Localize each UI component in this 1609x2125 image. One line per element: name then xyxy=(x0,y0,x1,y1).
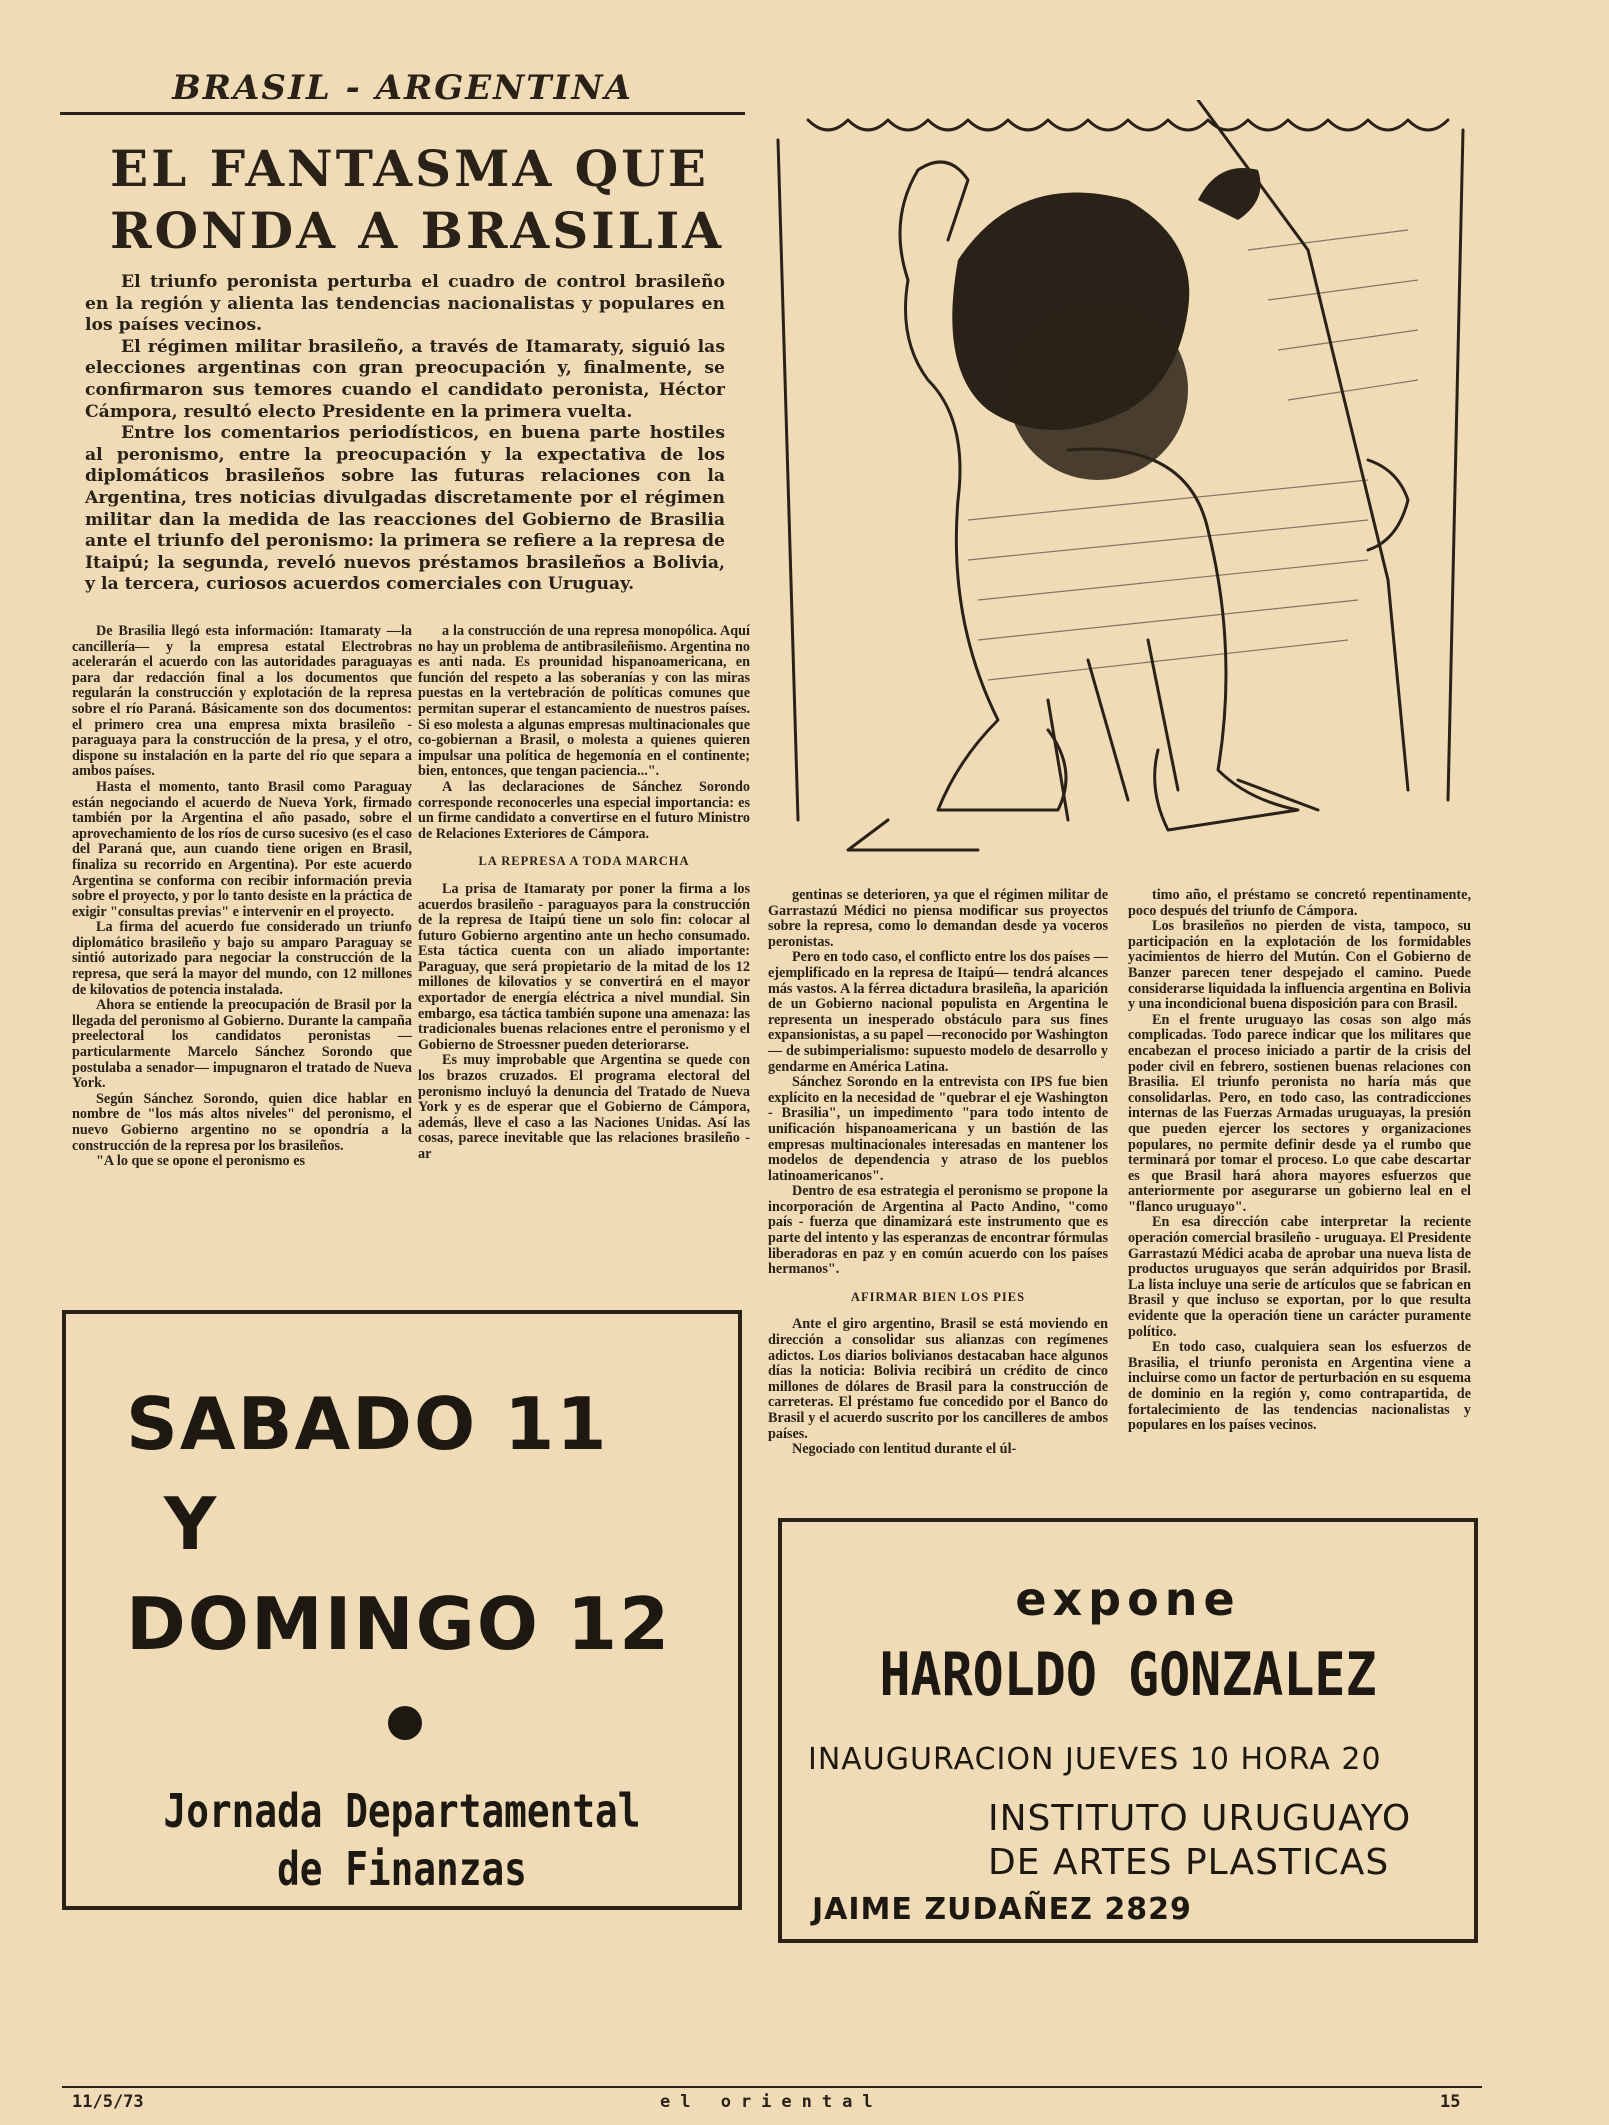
caricature-illustration xyxy=(768,100,1473,870)
paragraph: La prisa de Itamaraty por poner la firma a los acuerdos brasileño - paraguayos para la construcción de la represa de Itaipú tiene un solo fin: colocar al futuro Gobierno argentino ante un hecho consumado. Esta táctica cuenta con un aliado importante: Paraguay, que será propietario de la mitad de los 12 millones de kilovatios y se convertirá en el mayor exportador de energía eléctrica a nivel mundial. Sin embargo, esa táctica también supone una amenaza: las tradicionales buenas relaciones entre el peronismo y el Gobierno de Stroessner pueden deteriorarse. xyxy=(418,880,750,1053)
ad-opening-details: INAUGURACION JUEVES 10 HORA 20 xyxy=(808,1742,1382,1777)
article-column-2 xyxy=(418,624,750,1269)
lede-paragraph: El régimen militar brasileño, a través de Itamaraty, siguió las elecciones argentinas con gran preocupación y, finalmente, se confirmaron sus temores cuando el candidato peronista, Héctor Cámpora, resultó electo Presidente en la primera vuelta. xyxy=(85,336,725,422)
footer-date: 11/5/73 xyxy=(72,2092,144,2112)
article-column-1 xyxy=(72,624,412,1269)
paragraph: Ahora se entiende la preocupación de Brasil por la llegada del peronismo al Gobierno. Durante la campaña preelectoral los candidatos peronistas —particularmente Marcelo Sánchez Sorondo que postulaba a senador— impugnaron el tratado de Nueva York. xyxy=(72,997,412,1092)
lede xyxy=(85,272,725,596)
article-column-3 xyxy=(768,888,1108,1488)
ad-address: JAIME ZUDAÑEZ 2829 xyxy=(812,1892,1192,1927)
headline-line-2: RONDA A BRASILIA xyxy=(110,201,725,260)
paragraph: De Brasilia llegó esta información: Itamaraty —la cancillería— y la empresa estatal Electrobras acelerarán el acuerdo con las autoridades paraguayas para dar redacción final a los documentos que regularán la construcción y explotación de la represa sobre el río Paraná. Básicamente son dos documentos: el primero crea una empresa mixta brasileño - paraguaya para la construcción de la presa, y el otro, dispone su instalación en la parte del río que separa a ambos países. xyxy=(72,624,412,780)
paragraph: a la construcción de una represa monopólica. Aquí no hay un problema de antibrasileñismo. Argentina no es anti nada. Es prounidad hispanoamericana, en función del respeto a las soberanías y con las miras puestas en la vertebración de políticas comunes que permitan superar el estancamiento de nuestros países. Si eso molesta a algunas empresas multinacionales que co-gobiernan a Brasil, o molesta a quienes quieren impulsar una política de hegemonía en el continente; bien, entonces, que tengan paciencia...". xyxy=(418,624,750,780)
ad-venue: INSTITUTO URUGUAYO xyxy=(988,1798,1412,1839)
ad-venue: DE ARTES PLASTICAS xyxy=(988,1842,1390,1883)
paragraph: "A lo que se opone el peronismo es xyxy=(96,1153,306,1170)
paragraph: Es muy improbable que Argentina se quede con los brazos cruzados. El programa electoral del peronismo incluyó la denuncia del Tratado de Nueva York y es de esperar que el Gobierno de Cámpora, además, lleve el caso a las Naciones Unidas. Así las cosas, parece inevitable que las relaciones brasileño - ar xyxy=(418,1052,750,1162)
exhibition-advertisement xyxy=(778,1518,1478,1943)
footer-page-number: 15 xyxy=(1440,2092,1461,2112)
ad-verb: expone xyxy=(1015,1572,1241,1626)
paragraph: gentinas se deterioren, ya que el régimen militar de Garrastazú Médici no piensa modificar sus proyectos sobre la represa, como lo demandan desde ya voceros peronistas. xyxy=(768,888,1108,950)
lede-paragraph: El triunfo peronista perturba el cuadro de control brasileño en la región y alienta las tendencias nacionalistas y populares en los países vecinos. xyxy=(85,272,725,336)
bullet-dot-icon xyxy=(388,1706,422,1740)
paragraph: Negociado con lentitud durante el úl- xyxy=(792,1441,1017,1458)
section-kicker: BRASIL - ARGENTINA xyxy=(60,68,745,115)
headline xyxy=(110,138,750,262)
ad-date-line: DOMINGO 12 xyxy=(126,1582,672,1666)
subheading: AFIRMAR BIEN LOS PIES xyxy=(850,1289,1026,1304)
paragraph: En esa dirección cabe interpretar la reciente operación comercial brasileño - uruguaya. El Presidente Garrastazú Médici acaba de aprobar una nueva lista de productos uruguayos que serán adquiridos por Brasil. La lista incluye una serie de artículos que se fabrican en Brasil y que incluso se exportan, por lo que resulta evidente que la operación tiene un carácter puramente político. xyxy=(1128,1214,1471,1340)
ad-conjunction: Y xyxy=(164,1482,217,1566)
paragraph: En todo caso, cualquiera sean los esfuerzos de Brasilia, el triunfo peronista en Argentina viene a incluirse como un factor de perturbación en su esquema de dominio en la región y, como contrapartida, de fortalecimiento de las tendencias nacionalistas y populares en los países vecinos. xyxy=(1128,1339,1471,1434)
ad-event-title: de Finanzas xyxy=(277,1842,527,1896)
paragraph: Hasta el momento, tanto Brasil como Paraguay están negociando el acuerdo de Nueva York, firmado también por la Argentina el año pasado, sobre el aprovechamiento de los ríos de curso sucesivo (es el caso del Paraná que, aun cuando tiene origen en Brasil, finaliza su recorrido en Argentina). Por este acuerdo Argentina se conforma con recibir información previa sobre el proyecto, y por lo tanto desiste en la práctica de exigir "consultas previas" e intervenir en el proyecto. xyxy=(72,778,412,920)
event-advertisement xyxy=(62,1310,742,1910)
paragraph: Los brasileños no pierden de vista, tampoco, su participación en la explotación de los formidables yacimientos de hierro del Mutún. Con el Gobierno de Banzer parecen tener despejado el camino. Puede considerarse liquidada la influencia argentina en Bolivia y una incondicional buena disposición para con Brasil. xyxy=(1128,918,1471,1013)
ad-artist-name: HAROLDO GONZALEZ xyxy=(879,1640,1377,1710)
paragraph: La firma del acuerdo fue considerado un triunfo diplomático brasileño y bajo su amparo Paraguay se sintió autorizado para negociar la construcción de la represa, que será la mayor del mundo, con 12 millones de kilovatios de potencia instalada. xyxy=(72,919,412,998)
paragraph: Dentro de esa estrategia el peronismo se propone la incorporación de Argentina al Pacto Andino, "como país - fuerza que dinamizará este instrumento que es parte del intento y las esperanzas de encontrar fórmulas liberadoras en paz y en común acuerdo con los países hermanos". xyxy=(768,1183,1108,1278)
ad-date-line: SABADO 11 xyxy=(126,1382,609,1466)
headline-line-1: EL FANTASMA QUE xyxy=(110,139,709,198)
subheading: LA REPRESA A TODA MARCHA xyxy=(478,854,690,869)
paragraph: Sánchez Sorondo en la entrevista con IPS fue bien explícito en la necesidad de "quebrar el eje Washington - Brasilia", un impedimento "para todo intento de unificación hispanoamericana y un bastión de las empresas multinacionales interesadas en mantener los modelos de dependencia y atraso de los pueblos latinoamericanos". xyxy=(768,1074,1108,1184)
paragraph: En el frente uruguayo las cosas son algo más complicadas. Todo parece indicar que los militares que encabezan el proceso iniciado a partir de la crisis del poder civil en febrero, sostienen buenas relaciones con Brasilia. El triunfo peronista no haría más que consolidarlas. Pero, en todo caso, las contradicciones internas de las Fuerzas Armadas uruguayas, la presión que pueden ejercer los sectores y organizaciones populares, no permite definir desde ya el rumbo que terminará por tomar el proceso. Lo que cabe descartar es que Brasil hará ahora mayores esfuerzos que anteriormente por asegurarse un gobierno leal en el "flanco uruguayo". xyxy=(1128,1011,1471,1215)
paragraph: Ante el giro argentino, Brasil se está moviendo en dirección a consolidar sus alianzas con regímenes adictos. Los diarios bolivianos destacaban hace algunos días la noticia: Bolivia recibirá un crédito de cinco millones de dólares de Brasil para la construcción de carreteras. El préstamo fue concedido por el Banco do Brasil y el acuerdo suscrito por los cancilleres de ambos países. xyxy=(768,1316,1108,1442)
article-column-4 xyxy=(1128,888,1471,1488)
ad-event-title: Jornada Departamental xyxy=(163,1784,641,1838)
lede-paragraph: Entre los comentarios periodísticos, en buena parte hostiles al peronismo, entre la preocupación y la expectativa de los diplomáticos brasileños sobre las futuras relaciones con la Argentina, tres noticias divulgadas discretamente por el régimen militar dan la medida de las reacciones del Gobierno de Brasilia ante el triunfo del peronismo: la primera se refiere a la represa de Itaipú; la segunda, reveló nuevos préstamos brasileños a Bolivia, y la tercera, curiosos acuerdos comerciales con Uruguay. xyxy=(85,423,725,595)
footer-publication-name: el oriental xyxy=(660,2092,883,2112)
paragraph: Pero en todo caso, el conflicto entre los dos países —ejemplificado en la represa de Itaipú— tendrá alcances más vastos. A la férrea dictadura brasileña, la aparición de un Gobierno nacional populista en Argentina le representa un inesperado obstáculo para sus fines expansionistas, a su papel —reconocido por Washington— de subimperialismo: supuesto modelo de desarrollo y gendarme en América Latina. xyxy=(768,949,1108,1075)
paragraph: Según Sánchez Sorondo, quien dice hablar en nombre de "los más altos niveles" del peronismo, el nuevo Gobierno argentino no se opondría a la construcción de la represa por los brasileños. xyxy=(72,1090,412,1154)
footer-divider xyxy=(62,2086,1482,2088)
paragraph: A las declaraciones de Sánchez Sorondo corresponde reconocerles una especial importancia: es un firme candidato a convertirse en el futuro Ministro de Relaciones Exteriores de Cámpora. xyxy=(418,778,750,842)
paragraph: timo año, el préstamo se concretó repentinamente, poco después del triunfo de Cámpora. xyxy=(1128,888,1471,919)
